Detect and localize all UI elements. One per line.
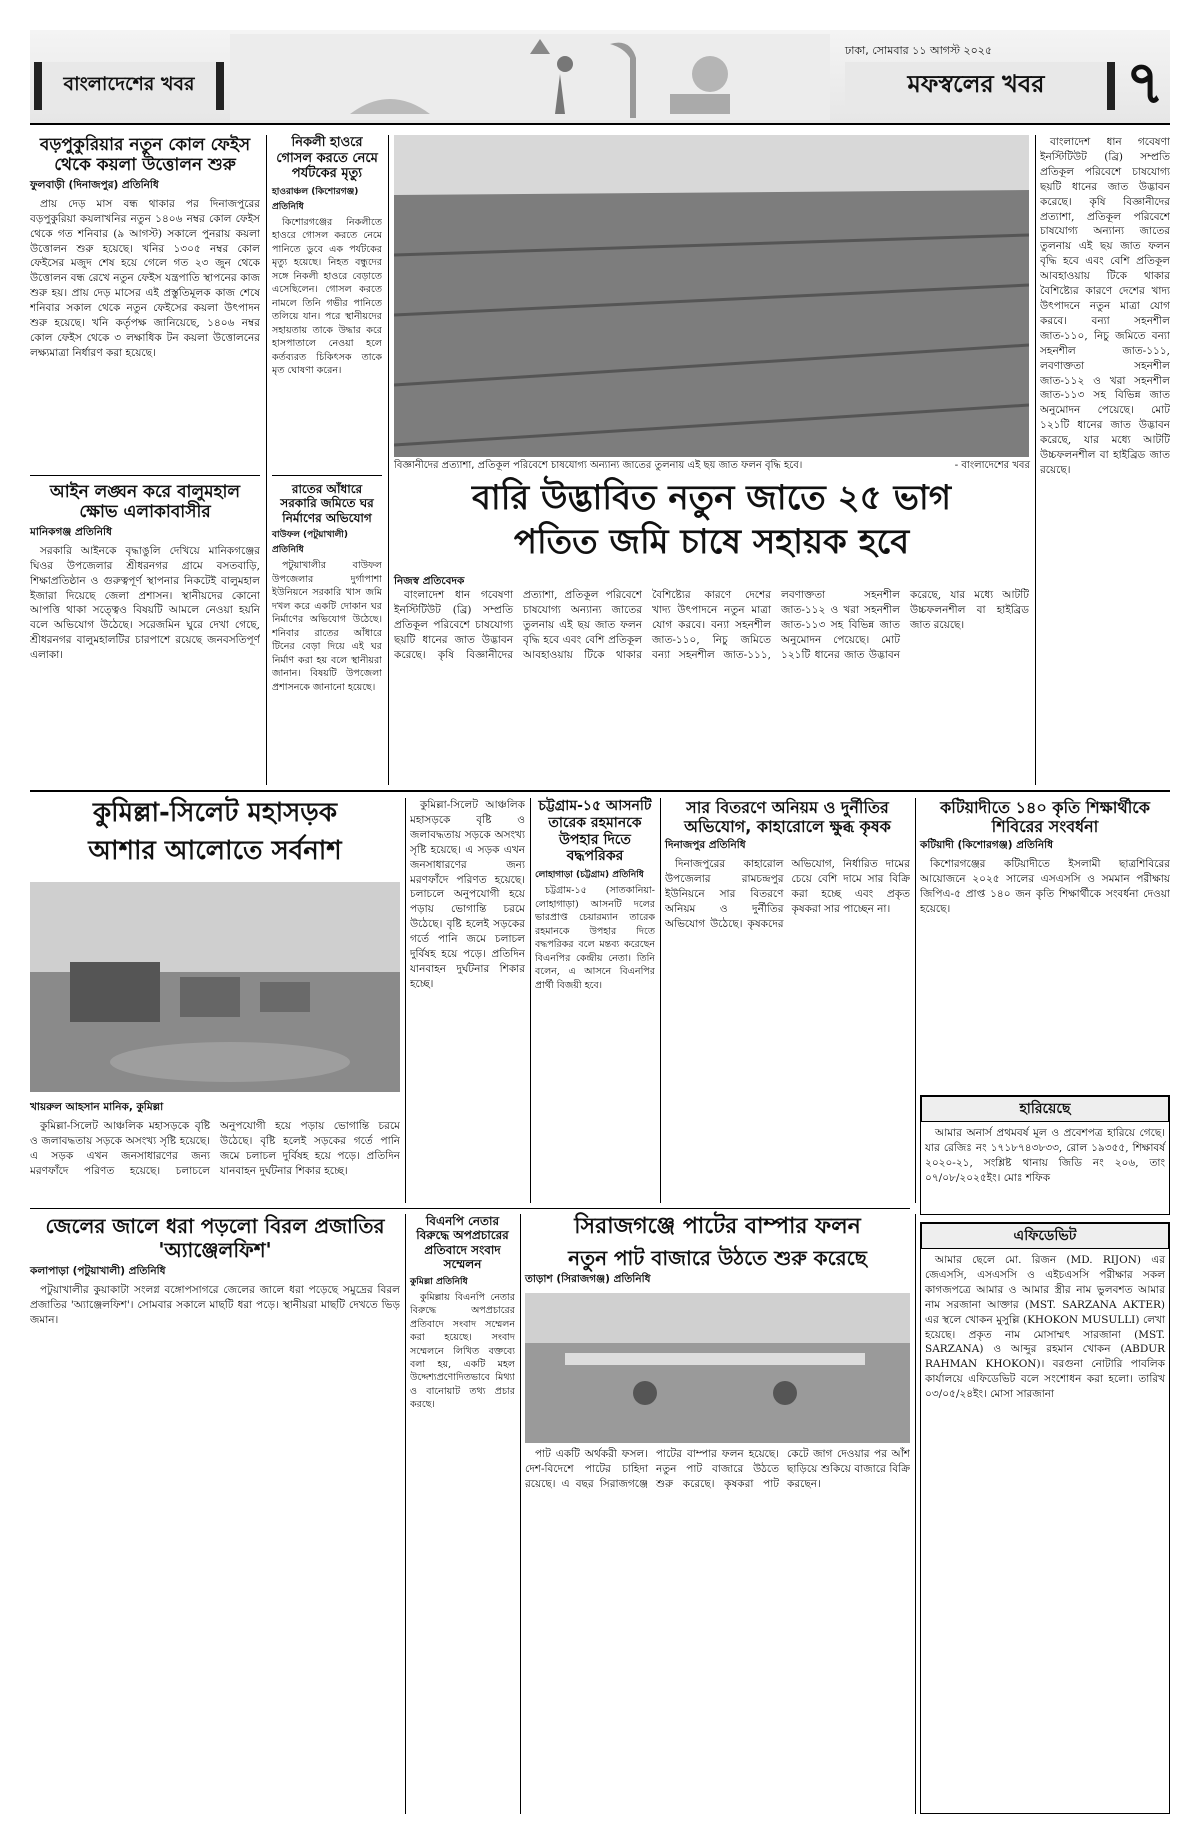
byline: কলাপাড়া (পটুয়াখালী) প্রতিনিধি (30, 1265, 166, 1277)
jute-photo-art (525, 1293, 910, 1443)
article-highway-continued: কুমিল্লা-সিলেট আঞ্চলিক মহাসড়কে বৃষ্টি ও জলাবদ্ধতায় সড়কে অসংখ্য সৃষ্টি হয়েছে। এ সড়ক এখন জনসাধারণের জন্য মরণফাঁদে পরিণত হয়েছে। চলাচলে অনুপযোগী হয়ে পড়ায় ভোগান্তি চরমে উঠেছে। বৃষ্টি হলেই সড়কের গর্তে পানি জমে চলাচল দুর্বিষহ হয়ে পড়ে। প্রতিদিন যানবাহন দুর্ঘটনার শিকার হচ্ছে। (410, 799, 525, 990)
article-teachers (920, 798, 1170, 1088)
headline: আইন লঙ্ঘন করে বালুমহাল ক্ষোভ এলাকাবাসীর (49, 482, 241, 523)
byline: মানিকগঞ্জ প্রতিনিধি (30, 525, 112, 538)
byline: কটিয়াদী (কিশোরগঞ্জ) প্রতিনিধি (920, 839, 1054, 852)
section-label-mofossol: মফস্বলের খবর (845, 62, 1115, 110)
article-sand (30, 482, 260, 782)
photo-caption: বিজ্ঞানীদের প্রত্যাশা, প্রতিকূল পরিবেশে চাষযোগ্য অন্যান্য জাতের তুলনায় এই ছয় জাত ফলন বৃদ্ধি হবে। (394, 460, 803, 471)
byline: বাউফল (পটুয়াখালী) প্রতিনিধি (272, 530, 348, 556)
headline: বিএনপি নেতার বিরুদ্ধে অপপ্রচারের প্রতিবাদে সংবাদ সম্মেলন (416, 1214, 509, 1272)
headline-1: বারি উদ্ভাবিত নতুন জাতে ২৫ ভাগ (471, 478, 952, 518)
article-body: প্রায় দেড় মাস বন্ধ থাকার পর দিনাজপুরের বড়পুকুরিয়া কয়লাখনির নতুন ১৪০৬ নম্বর কোল ফেইস থেকে গত শনিবার (৯ আগস্ট) সকালে পুনরায় কয়লা উত্তোলন শুরু হয়েছে। খনির ১৩০৫ নম্বর কোল ফেইসের মজুদ শেষ হয়ে গেলে গত ২৩ জুন থেকে উত্তোলন বন্ধ রেখে নতুন ফেইস যন্ত্রপাতি স্থাপনের কাজ শুরু হয়। প্রায় দেড় মাসের এই প্রস্তুতিমূলক কাজ শেষে শনিবার সকাল থেকে নতুন ফেইসের কয়লা উৎপাদন শুরু হয়েছে। খনি কর্তৃপক্ষ জানিয়েছে, ১৪০৬ নম্বর কোল ফেইস থেকে ৩ লক্ষাধিক টন কয়লা উত্তোলনের লক্ষ্যমাত্রা নির্ধারণ করা হয়েছে। (30, 197, 260, 359)
article-body: কুমিল্লায় বিএনপি নেতার বিরুদ্ধে অপপ্রচারের প্রতিবাদে সংবাদ সম্মেলন করা হয়েছে। সংবাদ সম্মেলনে লিখিত বক্তব্যে বলা হয়, একটি মহল উদ্দেশ্যপ্রণোদিতভাবে মিথ্যা ও বানোয়াট তথ্য প্রচার করছে। (410, 1291, 515, 1411)
article-land (272, 482, 382, 782)
article-body: পাট একটি অর্থকরী ফসল। দেশ-বিদেশে পাটের চাহিদা রয়েছে। এ বছর সিরাজগঞ্জে পাটের বাম্পার ফলন হয়েছে। নতুন পাট বাজারে উঠতে শুরু করেছে। কৃষকরা পাট কেটে জাগ দেওয়ার পর আঁশ ছাড়িয়ে শুকিয়ে বাজারে বিক্রি করছেন। (525, 1448, 910, 1491)
headline-2: নতুন পাট বাজারে উঠতে শুরু করেছে (568, 1246, 867, 1271)
headline-2: পতিত জমি চাষে সহায়ক হবে (513, 522, 910, 562)
byline: তাড়াশ (সিরাজগঞ্জ) প্রতিনিধি (525, 1273, 651, 1286)
byline: লোহাগাড়া (চট্টগ্রাম) প্রতিনিধি (535, 870, 644, 881)
rural-illustration (230, 34, 830, 120)
byline: হাওরাঞ্চল (কিশোরগঞ্জ) প্রতিনিধি (272, 186, 359, 212)
dateline: ঢাকা, সোমবার ১১ আগস্ট ২০২৫ (845, 44, 993, 57)
photo-credit: - বাংলাদেশের খবর (954, 460, 1030, 471)
byline: খায়রুল আহসান মানিক, কুমিল্লা (30, 1101, 164, 1113)
headline-2: আশার আলোতে সর্বনাশ (88, 836, 342, 866)
headline: রাতের আঁধারে সরকারি জমিতে ঘর নির্মাণের অভিযোগ (280, 482, 374, 525)
byline: ফুলবাড়ী (দিনাজপুর) প্রতিনিধি (30, 178, 159, 191)
notice-body: আমার ছেলে মো. রিজন (MD. RIJON) এর জেএসসি, এসএসসি ও এইচএসসি পরীক্ষার সকল কাগজপত্রে আমার ও আমার স্ত্রীর নাম ভুলবশত আমার নাম সরজানা আক্তার (MST. SARZANA AKTER) এর স্থলে খোকন মুসুল্লি (KHOKON MUSULLI) লেখা হয়েছে। প্রকৃত নাম মোসাম্মৎ সারজানা (MST. SARZANA) ও আব্দুর রহমান খোকন (ABDUR RAHMAN KHOKON)। বরগুনা নোটারি পাবলিক কার্যালয়ে এফিডেভিট বলে সংশোধন করা হলো। তারিখ ০৩/০৫/২৪ইং। মোসা সারজানা (925, 1254, 1165, 1401)
byline: কুমিল্লা প্রতিনিধি (410, 1276, 468, 1287)
section-label-bangladesh: বাংলাদেশের খবর (34, 62, 224, 110)
article-body-continued: বাংলাদেশ ধান গবেষণা ইনস্টিটিউট (ব্রি) সম্প্রতি প্রতিকূল পরিবেশে চাষযোগ্য ছয়টি ধানের জাত উদ্ভাবন করেছে। কৃষি বিজ্ঞানীদের প্রত্যাশা, প্রতিকূল পরিবেশে চাষযোগ্য অন্যান্য জাতের তুলনায় এই ছয় জাত ফলন বৃদ্ধি হবে এবং বেশি প্রতিকূল আবহাওয়ায় টিকে থাকার বৈশিষ্ট্যের কারণে দেশের খাদ্য উৎপাদনে নতুন মাত্রা যোগ করবে। বন্যা সহনশীল জাত-১১০, নিচু জমিতে বন্যা সহনশীল জাত-১১১, লবণাক্ততা সহনশীল জাত-১১২ ও খরা সহনশীল জাত-১১৩ সহ বিভিন্ন জাত অনুমোদন পেয়েছে। মোট ১২১টি ধানের জাত উদ্ভাবন করেছে, যার মধ্যে আটটি উচ্চফলনশীল বা হাইব্রিড জাত রয়েছে। (1040, 136, 1170, 476)
article-body: পটুয়াখালীর কুয়াকাটা সংলগ্ন বঙ্গোপসাগরে জেলের জালে ধরা পড়েছে সমুদ্রের বিরল প্রজাতির 'অ্যাঞ্জেলফিশ'। সোমবার সকালে মাছটি ধরা পড়ে। স্থানীয়রা মাছটি দেখতে ভিড় জমান। (30, 1284, 400, 1326)
headline: সার বিতরণে অনিয়ম ও দুর্নীতির অভিযোগ, কাহারোলে ক্ষুব্ধ কৃষক (684, 798, 891, 837)
article-body: চট্টগ্রাম-১৫ (সাতকানিয়া-লোহাগাড়া) আসনটি দলের ভারপ্রাপ্ত চেয়ারম্যান তারেক রহমানকে উপহার দিতে বদ্ধপরিকর বলে মন্তব্য করেছেন বিএনপির কেন্দ্রীয় নেতা। তিনি বলেন, এ আসনে বিএনপির প্রার্থী বিজয়ী হবে। (535, 885, 655, 991)
article-fertilizer (665, 798, 910, 1203)
notice-body: আমার অনার্স প্রথমবর্ষ মূল ও প্রবেশপত্র হারিয়ে গেছে। যার রেজিঃ নং ১৭১৮৭৪৩৮৩৩, রোল ১৯৩৫৫, শিক্ষাবর্ষ ২০২০-২১, সংশ্লিষ্ট থানায় জিডি নং ২০৬, তাং ০৭/০৮/২০২৫ইং। মোঃ শফিক (925, 1127, 1165, 1184)
headline: জেলের জালে ধরা পড়লো বিরল প্রজাতির 'অ্যাঞ্জেলফিশ' (45, 1214, 385, 1262)
article-fish (30, 1214, 400, 1814)
article-tourist (272, 135, 382, 470)
headline: চট্টগ্রাম-১৫ আসনটি তারেক রহমানকে উপহার দিতে বদ্ধপরিকর (538, 798, 652, 865)
headline: বড়পুকুরিয়ার নতুন কোল ফেইস থেকে কয়লা উত্তোলন শুরু (39, 135, 251, 176)
article-body: দিনাজপুরের কাহারোল উপজেলার রামচন্দ্রপুর ইউনিয়নে সার বিতরণে অনিয়ম ও দুর্নীতির অভিযোগ উঠেছে। কৃষকদের অভিযোগ, নির্ধারিত দামের চেয়ে বেশি দামে সার বিক্রি করা হচ্ছে এবং প্রকৃত কৃষকরা সার পাচ্ছেন না। (665, 858, 910, 930)
affidavit-notice (920, 1222, 1170, 1814)
jute-photo (525, 1293, 910, 1443)
page-number: ৭ (1125, 48, 1165, 118)
notice-heading: এফিডেভিট (921, 1223, 1169, 1249)
article-coal (30, 135, 260, 470)
highway-photo-art (30, 882, 400, 1092)
article-highway (30, 1098, 400, 1203)
byline: দিনাজপুর প্রতিনিধি (665, 839, 746, 852)
article-body: সরকারি আইনকে বৃদ্ধাঙুলি দেখিয়ে মানিকগঞ্জের ঘিওর উপজেলার শ্রীধরনগর গ্রামে বসতবাড়ি, শিক্ষাপ্রতিষ্ঠান ও গুরুত্বপূর্ণ স্থাপনার নিকটেই বালুমহাল ইজারা দিয়েছে জেলা প্রশাসন। স্থানীয়দের কোনো আপত্তি থাকা সত্ত্বেও বিষয়টি আমলে নেওয়া হয়নি বলে অভিযোগ উঠেছে। সরেজমিন ঘুরে দেখা গেছে, শ্রীধরনগর বালুমহালটির চারপাশে রয়েছে জনবসতিপূর্ণ এলাকা। (30, 544, 260, 662)
article-body: পটুয়াখালীর বাউফল উপজেলার দুর্গাপাশা ইউনিয়নে সরকারি খাস জমি দখল করে একটি দোকান ঘর নির্মাণের অভিযোগ উঠেছে। শনিবার রাতের আঁধারে টিনের বেড়া দিয়ে এই ঘর নির্মাণ করা হয় বলে স্থানীয়রা জানান। বিষয়টি উপজেলা প্রশাসনকে জানানো হয়েছে। (272, 560, 382, 693)
article-bnp-block (410, 1214, 515, 1814)
article-body: বাংলাদেশ ধান গবেষণা ইনস্টিটিউট (ব্রি) সম্প্রতি প্রতিকূল পরিবেশে চাষযোগ্য ছয়টি ধানের জাত উদ্ভাবন করেছে। কৃষি বিজ্ঞানীদের প্রত্যাশা, প্রতিকূল পরিবেশে চাষযোগ্য অন্যান্য জাতের তুলনায় এই ছয় জাত ফলন বৃদ্ধি হবে এবং বেশি প্রতিকূল আবহাওয়ায় টিকে থাকার বৈশিষ্ট্যের কারণে দেশের খাদ্য উৎপাদনে নতুন মাত্রা যোগ করবে। বন্যা সহনশীল জাত-১১০, নিচু জমিতে বন্যা সহনশীল জাত-১১১, লবণাক্ততা সহনশীল জাত-১১২ ও খরা সহনশীল জাত-১১৩ সহ বিভিন্ন জাত অনুমোদন পেয়েছে। মোট ১২১টি ধানের জাত উদ্ভাবন করেছে, যার মধ্যে আটটি উচ্চফলনশীল বা হাইব্রিড জাত রয়েছে। (394, 589, 1029, 661)
headline: নিকলী হাওরে গোসল করতে নেমে পর্যটকের মৃত্যু (276, 135, 378, 182)
headline-1: কুমিল্লা-সিলেট মহাসড়ক (92, 798, 338, 828)
article-chattogram (535, 798, 655, 1203)
byline: নিজস্ব প্রতিবেদক (394, 575, 465, 587)
field-photo-art (394, 135, 1029, 457)
headline-1: সিরাজগঞ্জে পাটের বাম্পার ফলন (574, 1214, 861, 1239)
article-body: কিশোরগঞ্জের কটিয়াদীতে ইসলামী ছাত্রশিবিরের আয়োজনে ২০২৫ সালের এসএসসি ও সমমান পরীক্ষায় জিপিএ-৫ প্রাপ্ত ১৪০ জন কৃতি শিক্ষার্থীকে সংবর্ধনা দেওয়া হয়েছে। (920, 858, 1170, 916)
notice-heading: হারিয়েছে (921, 1096, 1169, 1122)
jute-feature (525, 1214, 910, 1814)
article-body: কুমিল্লা-সিলেট আঞ্চলিক মহাসড়কে বৃষ্টি ও জলাবদ্ধতায় সড়কে অসংখ্য সৃষ্টি হয়েছে। এ সড়ক এখন জনসাধারণের জন্য মরণফাঁদে পরিণত হয়েছে। চলাচলে অনুপযোগী হয়ে পড়ায় ভোগান্তি চরমে উঠেছে। বৃষ্টি হলেই সড়কের গর্তে পানি জমে চলাচল দুর্বিষহ হয়ে পড়ে। প্রতিদিন যানবাহন দুর্ঘটনার শিকার হচ্ছে। (30, 1120, 400, 1177)
lost-notice (920, 1095, 1170, 1215)
highway-photo (30, 882, 400, 1092)
headline: কটিয়াদীতে ১৪০ কৃতি শিক্ষার্থীকে শিবিরের সংবর্ধনা (940, 798, 1150, 837)
article-body: কিশোরগঞ্জের নিকলীতে হাওরে গোসল করতে নেমে পানিতে ডুবে এক পর্যটকের মৃত্যু হয়েছে। নিহত বন্ধুদের সঙ্গে নিকলী হাওরে বেড়াতে এসেছিলেন। গোসল করতে নামলে তিনি গভীর পানিতে তলিয়ে যান। পরে স্থানীয়দের সহায়তায় তাকে উদ্ধার করে হাসপাতালে নেওয়া হলে কর্তব্যরত চিকিৎসক তাকে মৃত ঘোষণা করেন। (272, 216, 382, 377)
field-photo (394, 135, 1029, 457)
